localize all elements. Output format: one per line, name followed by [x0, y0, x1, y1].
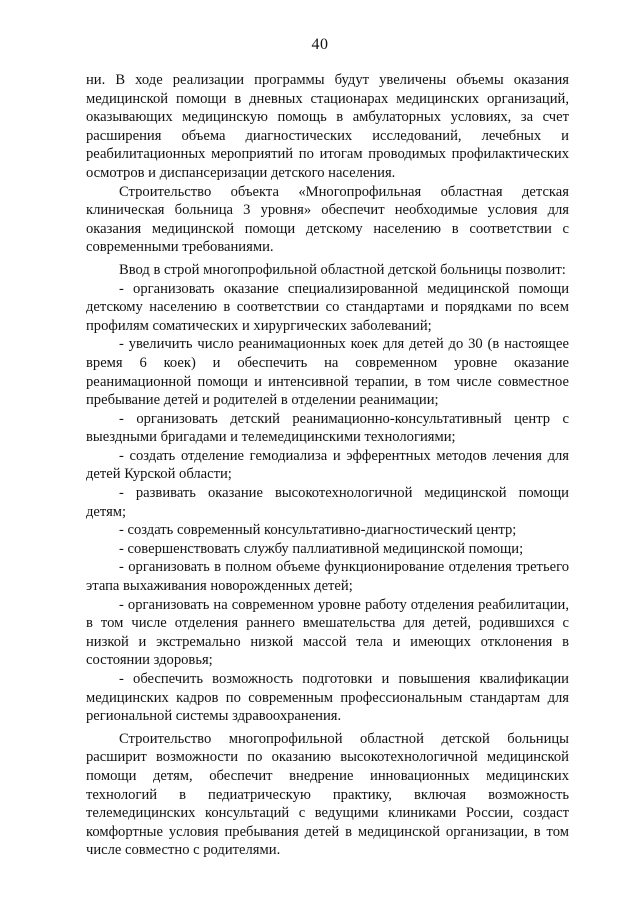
list-item-newborn-care: - организовать в полном объеме функционирование отделения третьего этапа выхаживания новорожденных детей; [86, 559, 569, 595]
list-item-icu-beds: - увеличить число реанимационных коек для детей до 30 (в настоящее время 6 коек) и обеспечить на современном уровне оказание реанимационной помощи и интенсивной терапии, в том числе совместное пребывание детей и родителей в отделении реанимации; [86, 336, 569, 409]
page-number: 40 [311, 36, 329, 53]
document-body [86, 71, 569, 860]
list-item-consultative-center: - организовать детский реанимационно-консультативный центр с выездными бригадами и телемедицинскими технологиями; [86, 410, 569, 446]
list-item-high-tech-care: - развивать оказание высокотехнологичной медицинской помощи детям; [86, 485, 569, 520]
list-item-specialized-care: - организовать оказание специализированной медицинской помощи детскому населению в соответствии со стандартами и порядками по всем профилям соматических и хирургических заболеваний; [86, 280, 569, 334]
paragraph-commissioning-intro: Ввод в строй многопрофильной областной детской больницы позволит: [119, 261, 566, 278]
list-item-rehabilitation: - организовать на современном уровне работу отделения реабилитации, в том числе отделения раннего вмешательства для детей, родившихся с низкой и экстремально низкой массой тела и имеющих отклонения в состоянии здоровья; [86, 596, 569, 669]
paragraph-continuation: ни. В ходе реализации программы будут увеличены объемы оказания медицинской помощи в дневных стационарах медицинских организаций, оказывающих медицинскую помощь в амбулаторных условиях, за счет расширения объема диагностических исследований, лечебных и реабилитационных мероприятий по итогам проводимых профилактических осмотров и диспансеризации детского населения. [86, 72, 569, 181]
list-item-palliative-care: - совершенствовать службу паллиативной медицинской помощи; [119, 540, 524, 557]
paragraph-construction-object: Строительство объекта «Многопрофильная областная детская клиническая больница 3 уровня» обеспечит необходимые условия для оказания медицинской помощи детскому населению в соответствии с современными требованиями. [86, 183, 569, 256]
list-item-diagnostic-center: - создать современный консультативно-диагностический центр; [119, 522, 517, 539]
list-item-hemodialysis: - создать отделение гемодиализа и эфферентных методов лечения для детей Курской области; [86, 447, 569, 483]
list-item-staff-training: - обеспечить возможность подготовки и повышения квалификации медицинских кадров по современным профессиональным стандартам для региональной системы здравоохранения. [86, 671, 569, 725]
paragraph-conclusion: Строительство многопрофильной областной детской больницы расширит возможности по оказанию высокотехнологичной медицинской помощи детям, обеспечит внедрение инновационных медицинских технологий в педиатрическую практику, включая возможность телемедицинских консультаций с ведущими клиниками России, создаст комфортные условия пребывания детей в медицинской организации, в том числе совместно с родителями. [86, 730, 569, 859]
